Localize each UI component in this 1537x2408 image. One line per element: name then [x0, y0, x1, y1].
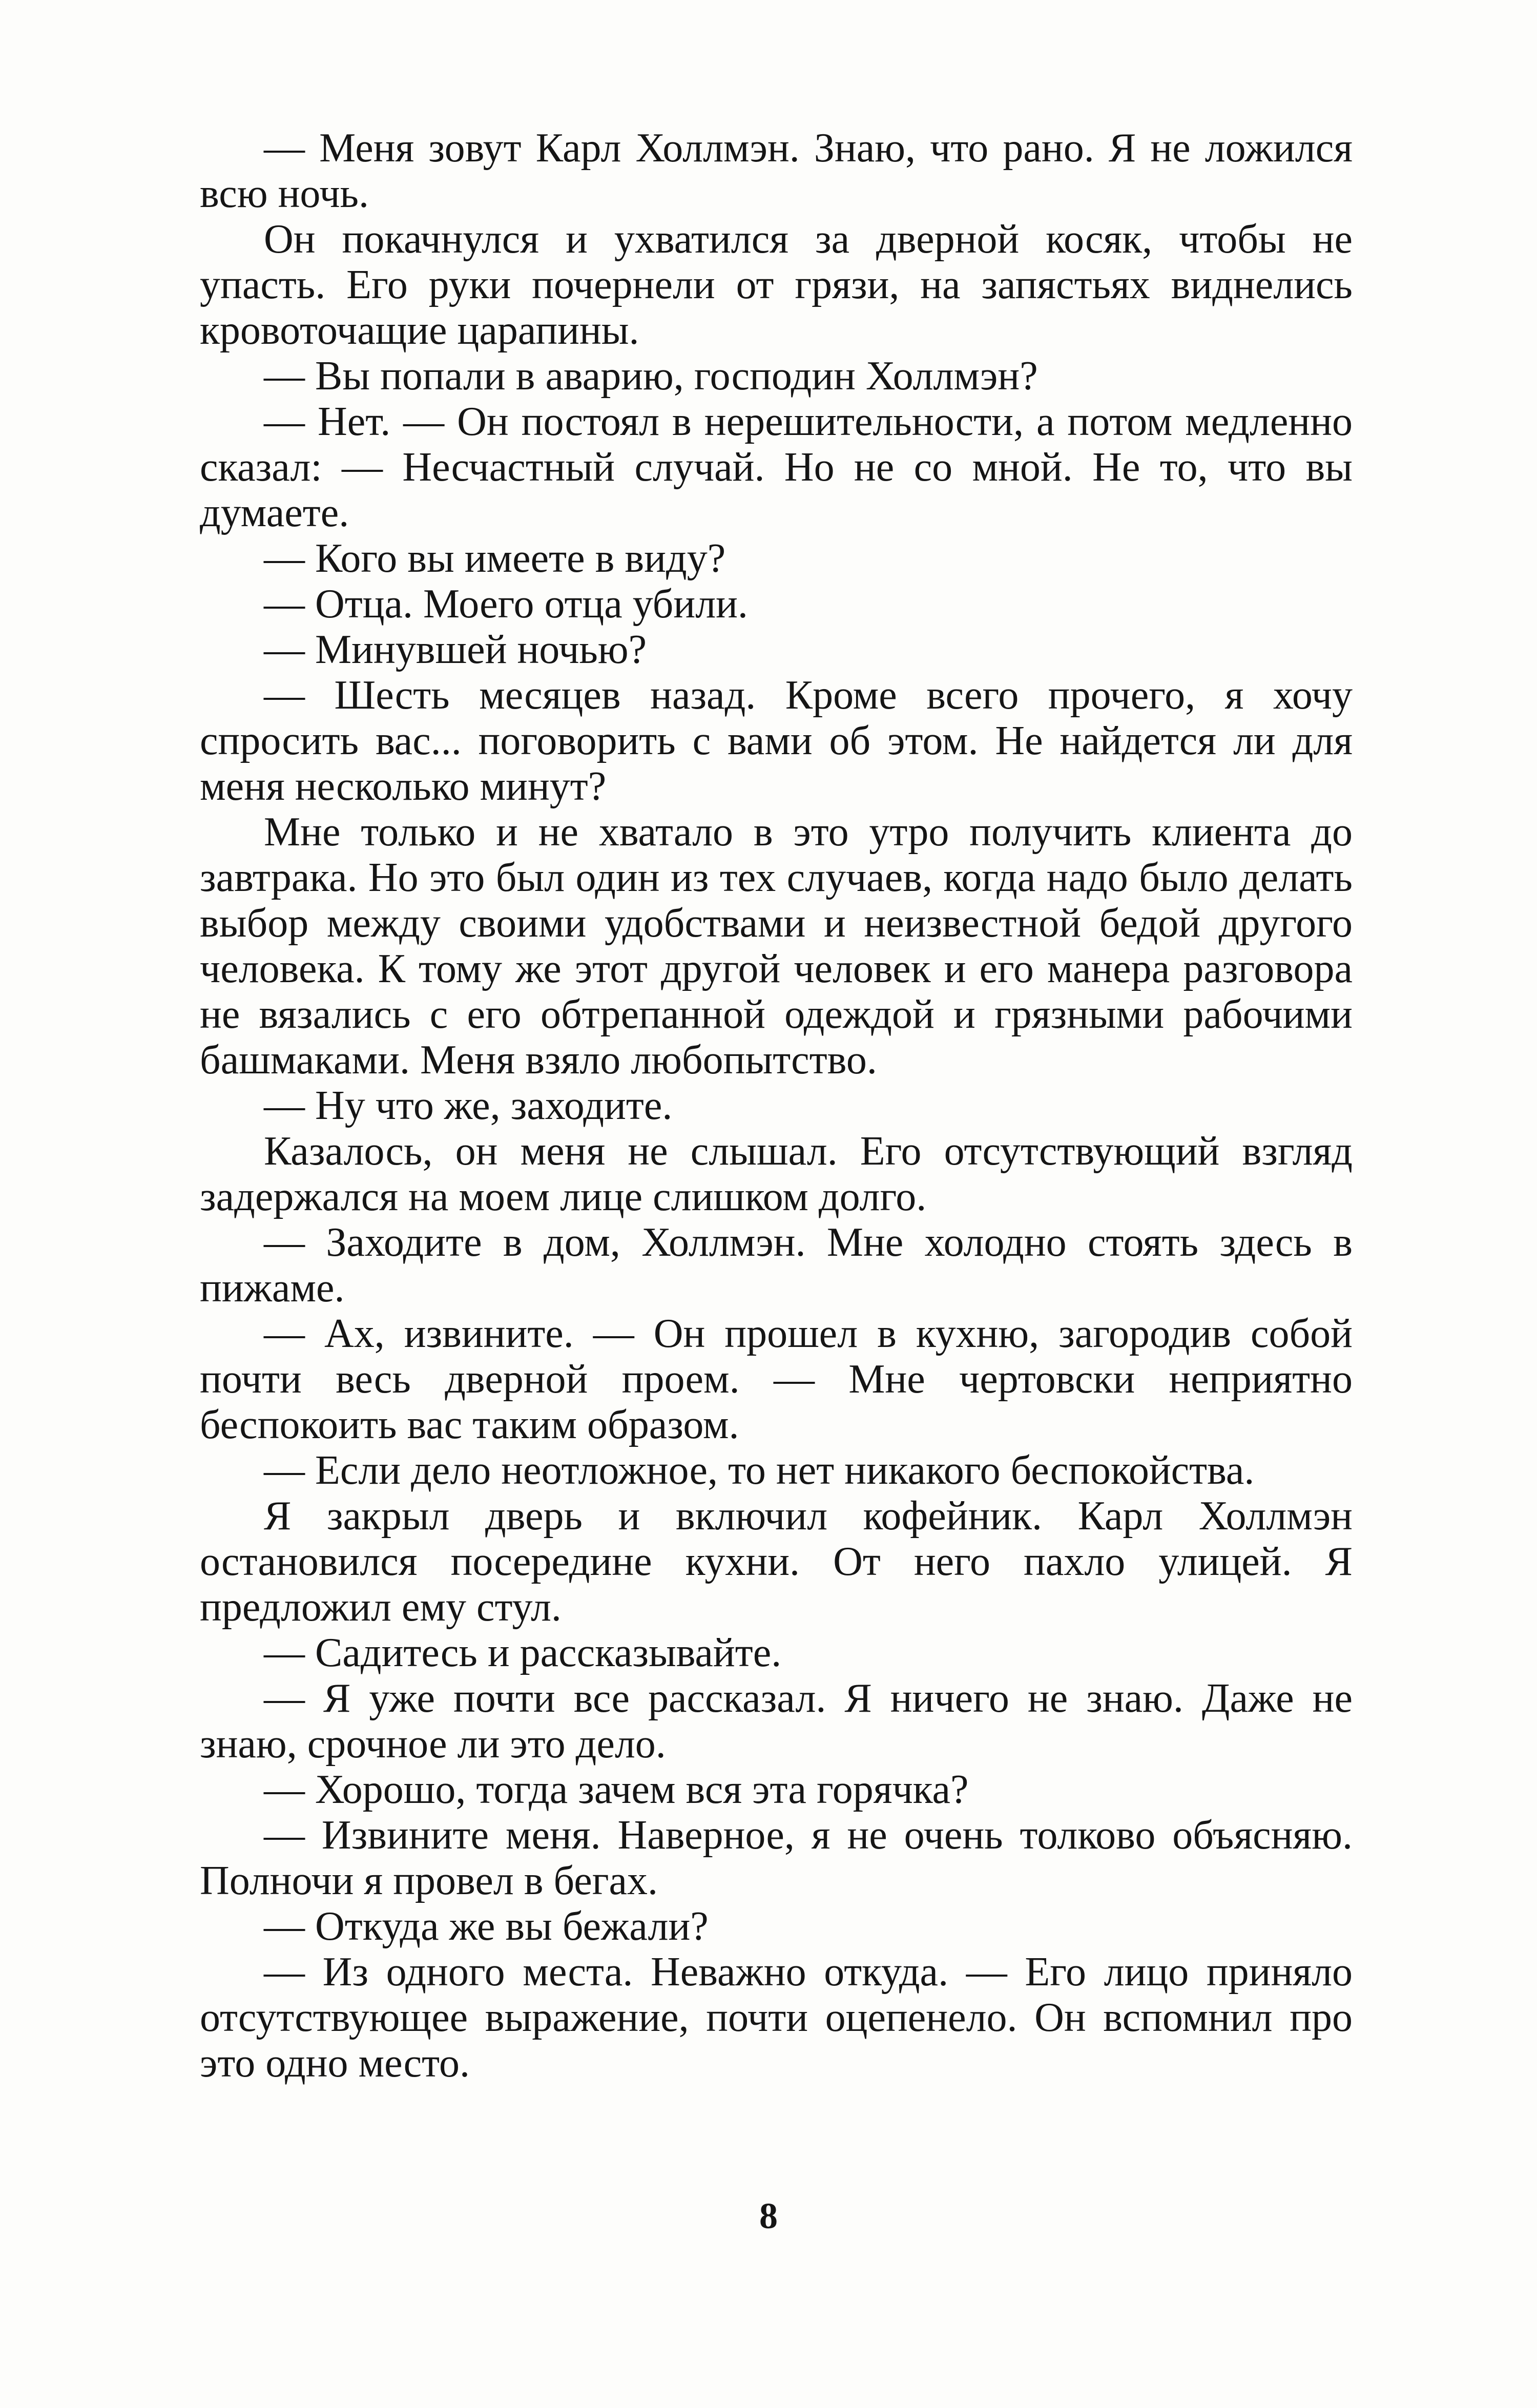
paragraph: Он покачнулся и ухватился за дверной косяк, чтобы не упасть. Его руки почернели от грязи, на запястьях виднелись кровоточащие царапины. — [200, 217, 1353, 353]
paragraph: — Заходите в дом, Холлмэн. Мне холодно стоять здесь в пижаме. — [200, 1220, 1353, 1311]
paragraph: — Минувшей ночью? — [264, 627, 647, 672]
paragraph: — Садитесь и рассказывайте. — [264, 1630, 782, 1675]
paragraph: — Я уже почти все рассказал. Я ничего не знаю. Даже не знаю, срочное ли это дело. — [200, 1676, 1353, 1767]
paragraph: — Кого вы имеете в виду? — [264, 536, 726, 581]
paragraph: — Ну что же, заходите. — [264, 1083, 673, 1128]
paragraph: — Извините меня. Наверное, я не очень толково объясняю. Полночи я провел в бегах. — [200, 1813, 1353, 1903]
paragraph: — Нет. — Он постоял в нерешительности, а потом медленно сказал: — Несчастный случай. Но не со мной. Не то, что вы думаете. — [200, 399, 1353, 535]
paragraph: Казалось, он меня не слышал. Его отсутствующий взгляд задержался на моем лице слишком долго. — [200, 1129, 1353, 1219]
paragraph: — Из одного места. Неважно откуда. — Его лицо приняло отсутствующее выражение, почти оцепенело. Он вспомнил про это одно место. — [200, 1949, 1353, 2086]
paragraph: Я закрыл дверь и включил кофейник. Карл Холлмэн остановился посередине кухни. От него пахло улицей. Я предложил ему стул. — [200, 1493, 1353, 1630]
paragraph: — Хорошо, тогда зачем вся эта горячка? — [264, 1767, 969, 1812]
paragraph: — Ах, извините. — Он прошел в кухню, загородив собой почти весь дверной проем. — Мне чертовски неприятно беспокоить вас таким образом. — [200, 1311, 1353, 1447]
body-text — [200, 126, 1353, 2086]
paragraph: — Откуда же вы бежали? — [264, 1904, 709, 1949]
paragraph: — Меня зовут Карл Холлмэн. Знаю, что рано. Я не ложился всю ночь. — [200, 126, 1353, 216]
paragraph: — Отца. Моего отца убили. — [264, 582, 748, 627]
page-number: 8 — [759, 2195, 778, 2236]
paragraph: Мне только и не хватало в это утро получить клиента до завтрака. Но это был один из тех случаев, когда надо было делать выбор между своими удобствами и неизвестной бедой другого человека. К тому же этот другой человек и его манера разговора не вязались с его обтрепанной одеждой и грязными рабочими башмаками. Меня взяло любопытство. — [200, 809, 1353, 1083]
paragraph: — Если дело неотложное, то нет никакого беспокойства. — [264, 1448, 1255, 1493]
paragraph: — Вы попали в аварию, господин Холлмэн? — [264, 354, 1038, 399]
paragraph: — Шесть месяцев назад. Кроме всего прочего, я хочу спросить вас... поговорить с вами об этом. Не найдется ли для меня несколько минут? — [200, 673, 1353, 809]
